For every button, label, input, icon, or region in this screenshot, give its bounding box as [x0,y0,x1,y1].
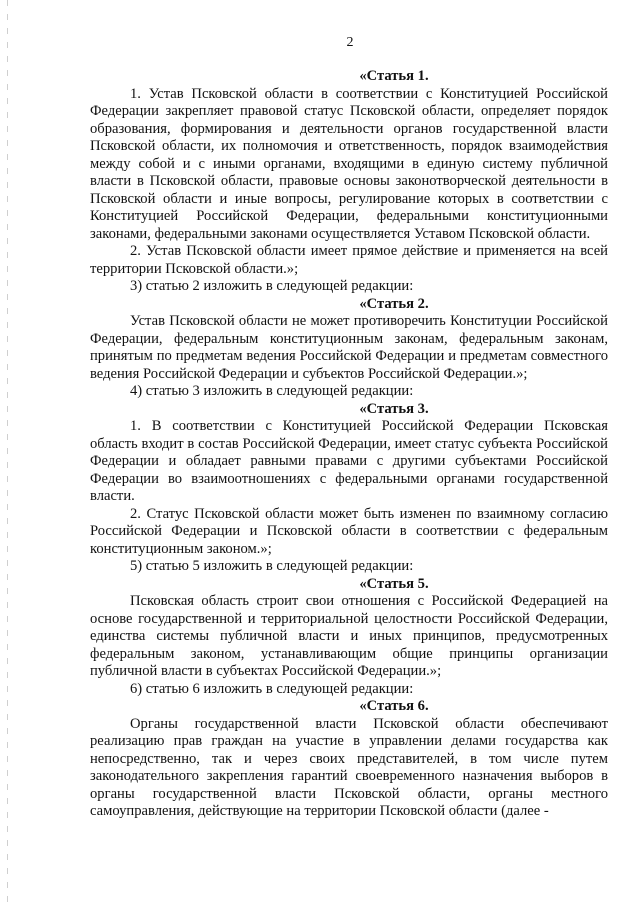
paragraph: 6) статью 6 изложить в следующей редакции: [130,680,414,697]
paragraph: 1. Устав Псковской области в соответствии с Конституцией Российской Федерации закрепляет правовой статус Псковской области, определяет порядок образования, формирования и деятельности органов государственной власти Псковской области, их полномочия и ответственность, порядок взаимодействия между собой и с иными органами, входящими в единую систему публичной власти в Псковской области, правовые основы законотворческой деятельности в Псковской области и иные вопросы, регулирование которых в соответствии с Конституцией Российской Федерации, федеральными конституционными законами, федеральными законами осуществляется Уставом Псковской области. [90,85,608,242]
paragraph: Устав Псковской области не может противоречить Конституции Российской Федерации, федеральным конституционным законам, федеральным законам, принятым по предметам ведения Российской Федерации и предметам совместного ведения Российской Федерации и субъектов Российской Федерации.»; [90,313,608,382]
paragraph: 1. В соответствии с Конституцией Российской Федерации Псковская область входит в состав Российской Федерации, имеет статус субъекта Российской Федерации и обладает равными правами с другими субъектами Российской Федерации во взаимоотношениях с федеральными органами государственной власти. [90,418,608,504]
article-heading: «Статья 5. [359,575,429,592]
paragraph: 4) статью 3 изложить в следующей редакции: [130,383,414,399]
paragraph: Псковская область строит свои отношения с Российской Федерацией на основе государственной и территориальной целостности Российской Федерации, единства системы публичной власти и иных принципов, предусмотренных федеральным законом, устанавливающим общие принципы организации публичной власти в субъектах Российской Федерации.»; [90,593,608,679]
paragraph: Органы государственной власти Псковской области обеспечивают реализацию прав граждан на участие в управлении делами государства как непосредственно, так и через своих представителей, в том числе путем законодательного закрепления гарантий своевременного назначения выборов в органы государственной власти Псковской области, органы местного самоуправления, действующие на территории Псковской области (далее - [90,715,608,819]
paragraph: 3) статью 2 изложить в следующей редакции: [130,278,414,294]
page-number: 2 [346,35,354,50]
article-heading: «Статья 3. [359,400,429,417]
paragraph: 2. Статус Псковской области может быть изменен по взаимному согласию Российской Федерации и Псковской области в соответствии с федеральным конституционным законом.»; [90,505,608,557]
article-heading: «Статья 6. [359,698,429,714]
scan-edge-mark [7,0,8,905]
article-heading: «Статья 1. [359,68,429,84]
paragraph: 5) статью 5 изложить в следующей редакции: [130,558,414,574]
paragraph: 2. Устав Псковской области имеет прямое действие и применяется на всей территории Псковской области.»; [90,243,608,277]
article-heading: «Статья 2. [359,295,429,312]
document-body [90,68,608,821]
